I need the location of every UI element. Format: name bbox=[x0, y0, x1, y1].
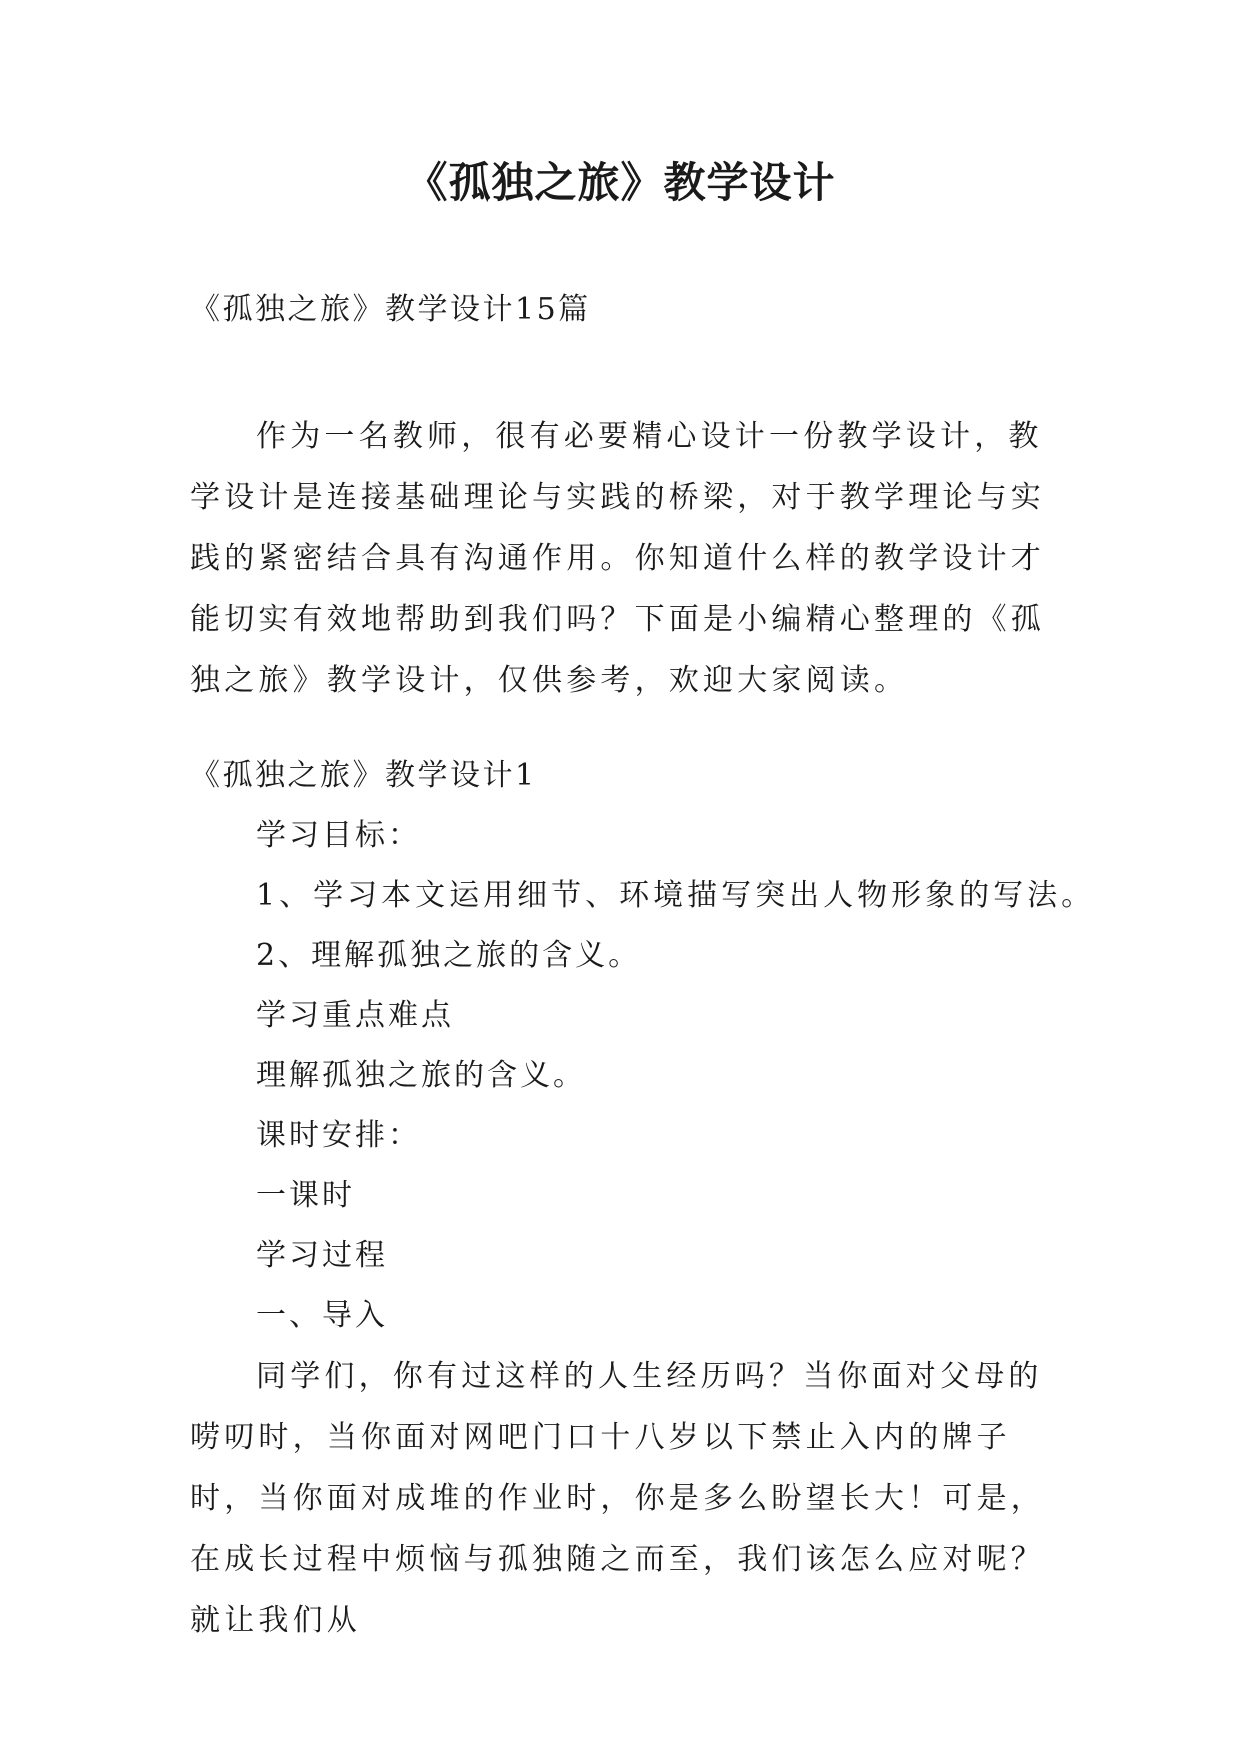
intro-paragraph: 作为一名教师，很有必要精心设计一份教学设计，教学设计是连接基础理论与实践的桥梁，对于教学理论与实践的紧密结合具有沟通作用。你知道什么样的教学设计才能切实有效地帮助到我们吗？下面是小编精心整理的《孤独之旅》教学设计，仅供参考，欢迎大家阅读。 bbox=[190, 419, 1045, 698]
list-item: 学习目标： bbox=[256, 818, 421, 853]
list-item: 2、理解孤独之旅的含义。 bbox=[256, 938, 642, 973]
document-subtitle: 《孤独之旅》教学设计15篇 bbox=[190, 292, 591, 327]
list-item: 学习重点难点 bbox=[256, 998, 454, 1033]
document-title: 《孤独之旅》教学设计 bbox=[405, 158, 836, 207]
list-item: 学习过程 bbox=[256, 1238, 388, 1273]
body-paragraph: 同学们，你有过这样的人生经历吗？当你面对父母的唠叨时，当你面对网吧门口十八岁以下禁止入内的牌子时，当你面对成堆的作业时，你是多么盼望长大！可是，在成长过程中烦恼与孤独随之而至，我们该怎么应对呢？就让我们从 bbox=[190, 1359, 1045, 1638]
list-item: 一课时 bbox=[256, 1178, 355, 1213]
list-item: 课时安排： bbox=[256, 1118, 421, 1153]
list-item: 一、导入 bbox=[256, 1298, 388, 1333]
section-heading: 《孤独之旅》教学设计1 bbox=[190, 758, 537, 793]
list-item: 理解孤独之旅的含义。 bbox=[256, 1058, 586, 1093]
list-item: 1、学习本文运用细节、环境描写突出人物形象的写法。 bbox=[256, 878, 1096, 913]
